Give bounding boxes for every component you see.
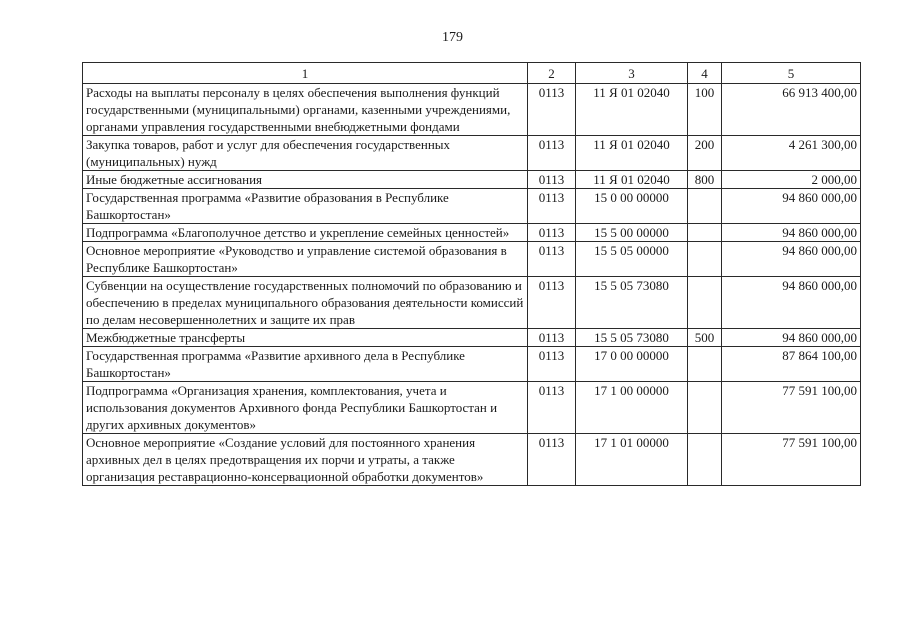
row-type	[688, 434, 722, 486]
row-amount: 94 860 000,00	[722, 329, 861, 347]
row-target: 15 5 05 73080	[576, 329, 688, 347]
row-section: 0113	[528, 434, 576, 486]
row-type	[688, 224, 722, 242]
row-section: 0113	[528, 189, 576, 224]
table-row	[83, 347, 861, 382]
table-row	[83, 277, 861, 329]
table-row	[83, 171, 861, 189]
column-header: 2	[528, 63, 576, 84]
column-header: 4	[688, 63, 722, 84]
table-row	[83, 382, 861, 434]
table-row	[83, 434, 861, 486]
row-section: 0113	[528, 84, 576, 136]
table-row	[83, 136, 861, 171]
row-amount: 94 860 000,00	[722, 277, 861, 329]
row-target: 17 0 00 00000	[576, 347, 688, 382]
table-header-row	[83, 63, 861, 84]
row-name: Закупка товаров, работ и услуг для обеспечения государственных (муниципальных) нужд	[83, 136, 528, 171]
row-target: 11 Я 01 02040	[576, 84, 688, 136]
budget-table	[82, 62, 861, 486]
row-target: 17 1 00 00000	[576, 382, 688, 434]
row-target: 15 0 00 00000	[576, 189, 688, 224]
row-amount: 77 591 100,00	[722, 434, 861, 486]
row-name: Государственная программа «Развитие архивного дела в Республике Башкортостан»	[83, 347, 528, 382]
row-name: Межбюджетные трансферты	[83, 329, 528, 347]
row-amount: 2 000,00	[722, 171, 861, 189]
row-type	[688, 277, 722, 329]
column-header: 1	[83, 63, 528, 84]
row-type: 100	[688, 84, 722, 136]
row-target: 11 Я 01 02040	[576, 136, 688, 171]
row-section: 0113	[528, 277, 576, 329]
row-target: 17 1 01 00000	[576, 434, 688, 486]
row-type	[688, 347, 722, 382]
row-section: 0113	[528, 136, 576, 171]
row-type: 500	[688, 329, 722, 347]
row-section: 0113	[528, 242, 576, 277]
row-type	[688, 189, 722, 224]
table-row	[83, 84, 861, 136]
row-amount: 87 864 100,00	[722, 347, 861, 382]
table-row	[83, 242, 861, 277]
row-section: 0113	[528, 382, 576, 434]
column-header: 5	[722, 63, 861, 84]
row-target: 11 Я 01 02040	[576, 171, 688, 189]
row-section: 0113	[528, 171, 576, 189]
table-row	[83, 189, 861, 224]
row-type: 200	[688, 136, 722, 171]
row-amount: 66 913 400,00	[722, 84, 861, 136]
row-amount: 77 591 100,00	[722, 382, 861, 434]
table-row	[83, 329, 861, 347]
row-name: Основное мероприятие «Руководство и управление системой образования в Республике Башкортостан»	[83, 242, 528, 277]
row-type	[688, 242, 722, 277]
page-number: 179	[442, 30, 463, 45]
row-amount: 4 261 300,00	[722, 136, 861, 171]
row-amount: 94 860 000,00	[722, 189, 861, 224]
row-section: 0113	[528, 347, 576, 382]
row-target: 15 5 05 00000	[576, 242, 688, 277]
row-name: Иные бюджетные ассигнования	[83, 171, 528, 189]
table-row	[83, 224, 861, 242]
row-name: Субвенции на осуществление государственных полномочий по образованию и обеспечению в пределах муниципального образования деятельности комиссий по делам несовершеннолетних и защите их прав	[83, 277, 528, 329]
row-type: 800	[688, 171, 722, 189]
row-name: Подпрограмма «Благополучное детство и укрепление семейных ценностей»	[83, 224, 528, 242]
row-name: Основное мероприятие «Создание условий для постоянного хранения архивных дел в целях предотвращения их порчи и утраты, а также организация реставрационно-консервационной обработки документов»	[83, 434, 528, 486]
row-amount: 94 860 000,00	[722, 224, 861, 242]
row-name: Государственная программа «Развитие образования в Республике Башкортостан»	[83, 189, 528, 224]
column-header: 3	[576, 63, 688, 84]
row-target: 15 5 00 00000	[576, 224, 688, 242]
row-amount: 94 860 000,00	[722, 242, 861, 277]
row-name: Подпрограмма «Организация хранения, комплектования, учета и использования документов Архивного фонда Республики Башкортостан и других архивных документов»	[83, 382, 528, 434]
row-section: 0113	[528, 329, 576, 347]
row-section: 0113	[528, 224, 576, 242]
row-target: 15 5 05 73080	[576, 277, 688, 329]
row-name: Расходы на выплаты персоналу в целях обеспечения выполнения функций государственными (муниципальными) органами, казенными учреждениями, органами управления государственными внебюджетными фондами	[83, 84, 528, 136]
row-type	[688, 382, 722, 434]
